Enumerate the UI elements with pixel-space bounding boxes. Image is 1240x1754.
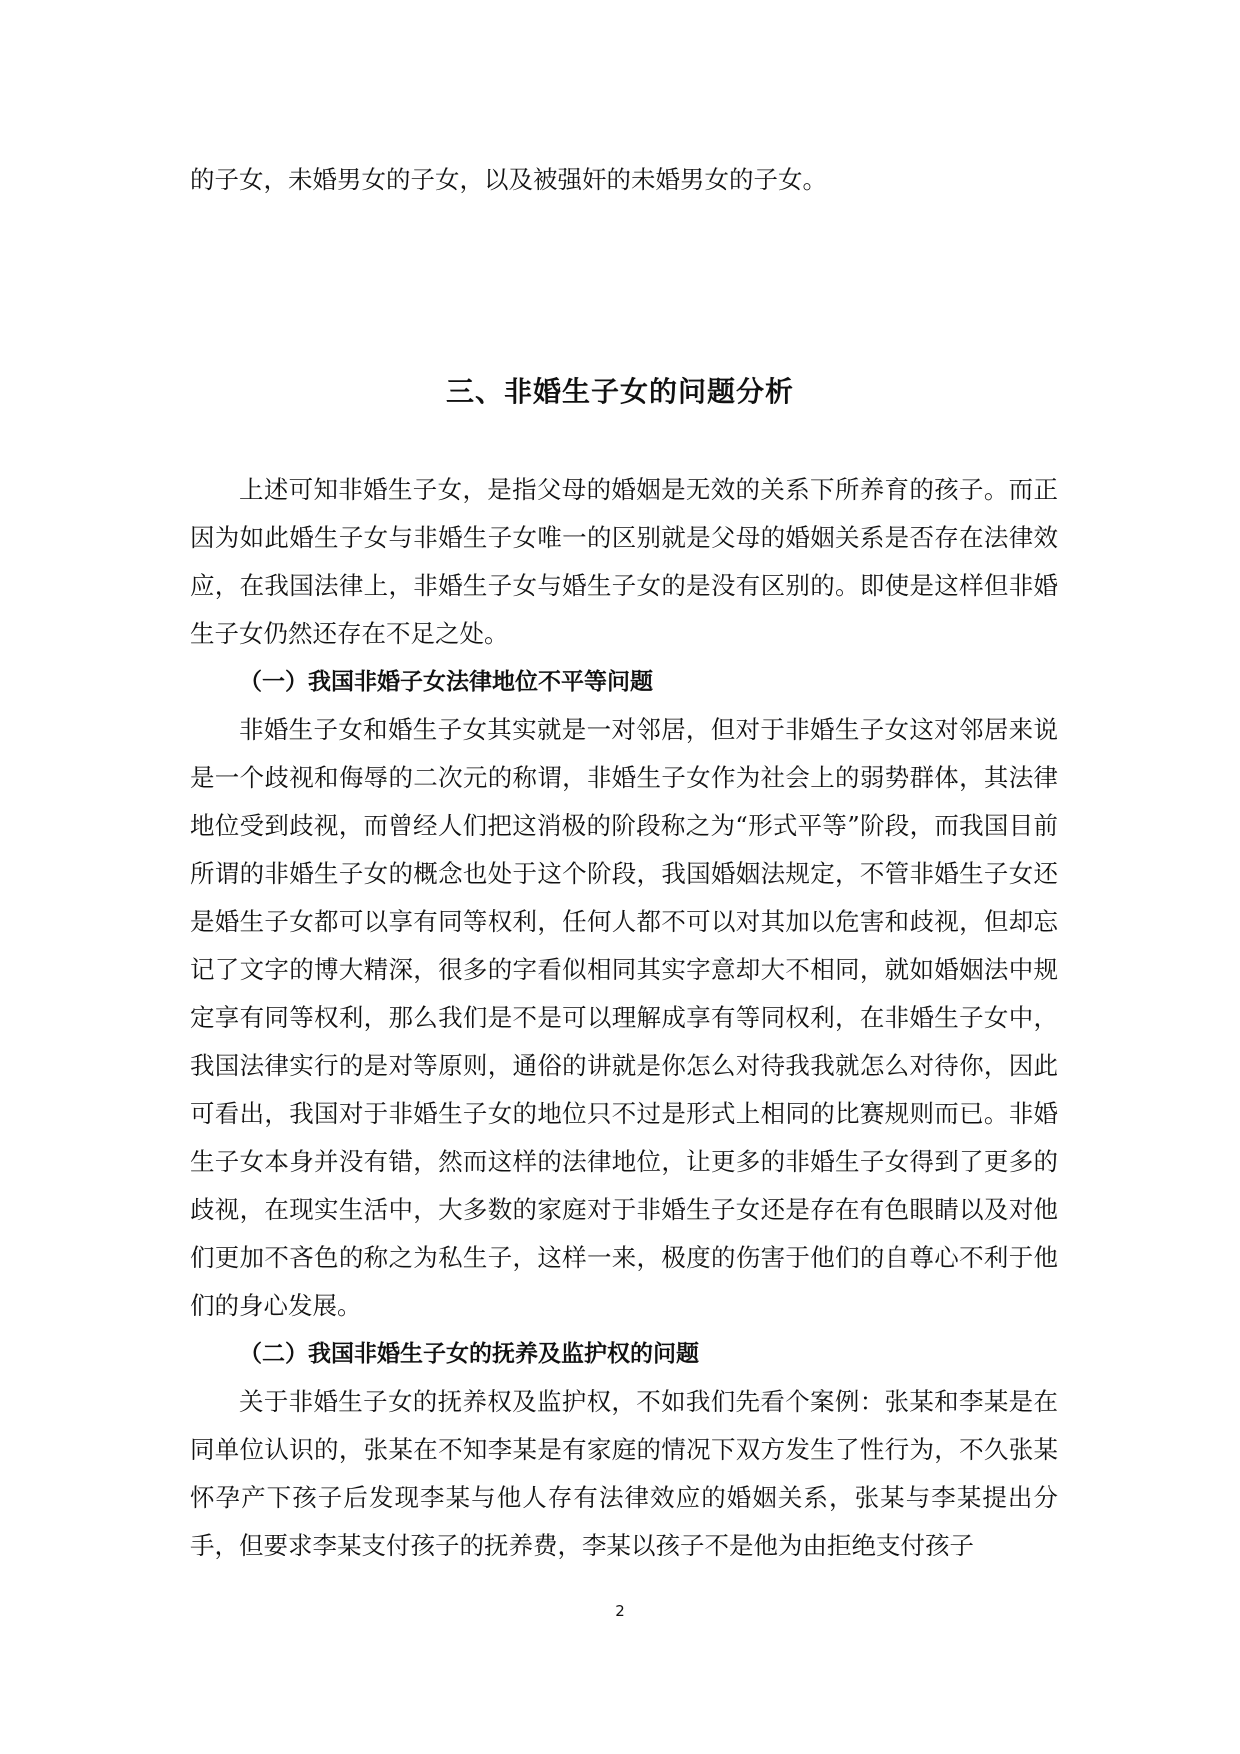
intro-paragraph: 上述可知非婚生子女，是指父母的婚姻是无效的关系下所养育的孩子。而正因为如此婚生子女与非婚生子女唯一的区别就是父母的婚姻关系是否存在法律效应，在我国法律上，非婚生子女与婚生子女的是没有区别的。即使是这样但非婚生子女仍然还存在不足之处。	[190, 475, 1058, 648]
subsection-1-paragraph: 非婚生子女和婚生子女其实就是一对邻居，但对于非婚生子女这对邻居来说是一个歧视和侮辱的二次元的称谓，非婚生子女作为社会上的弱势群体，其法律地位受到歧视，而曾经人们把这消极的阶段称之为“形式平等”阶段，而我国目前所谓的非婚生子女的概念也处于这个阶段，我国婚姻法规定，不管非婚生子女还是婚生子女都可以享有同等权利，任何人都不可以对其加以危害和歧视，但却忘记了文字的博大精深，很多的字看似相同其实字意却大不相同，就如婚姻法中规定享有同等权利，那么我们是不是可以理解成享有等同权利，在非婚生子女中，我国法律实行的是对等原则，通俗的讲就是你怎么对待我我就怎么对待你，因此可看出，我国对于非婚生子女的地位只不过是形式上相同的比赛规则而已。非婚生子女本身并没有错，然而这样的法律地位，让更多的非婚生子女得到了更多的歧视，在现实生活中，大多数的家庭对于非婚生子女还是存在有色眼睛以及对他们更加不吝色的称之为私生子，这样一来，极度的伤害于他们的自尊心不利于他们的身心发展。	[190, 715, 1058, 1320]
subsection-2-heading: （二）我国非婚生子女的抚养及监护权的问题	[239, 1341, 699, 1367]
subsection-2-paragraph: 关于非婚生子女的抚养权及监护权，不如我们先看个案例：张某和李某是在同单位认识的，张某在不知李某是有家庭的情况下双方发生了性行为，不久张某怀孕产下孩子后发现李某与他人存有法律效应的婚姻关系，张某与李某提出分手，但要求李某支付孩子的抚养费，李某以孩子不是他为由拒绝支付孩子	[190, 1387, 1058, 1560]
subsection-1-heading: （一）我国非婚子女法律地位不平等问题	[239, 669, 653, 695]
continuation-paragraph: 的子女，未婚男女的子女，以及被强奸的未婚男女的子女。	[190, 165, 827, 194]
section-title: 三、非婚生子女的问题分析	[445, 375, 794, 408]
section-body	[190, 466, 1058, 1570]
page-number: 2	[615, 1602, 625, 1620]
